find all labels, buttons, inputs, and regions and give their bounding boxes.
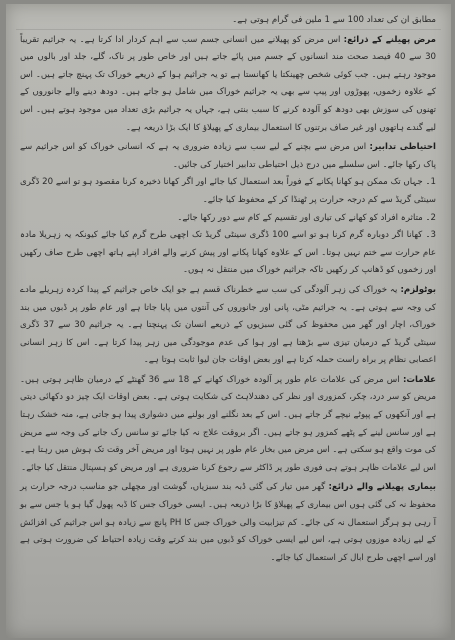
section-heading: بوٹولزم: bbox=[400, 284, 436, 295]
paragraph-transmission bbox=[20, 32, 436, 138]
section-heading: علامات: bbox=[402, 374, 436, 385]
section-heading: احتیاطی تدابیر: bbox=[369, 142, 436, 153]
paragraph-precautions bbox=[20, 139, 436, 174]
list-item-3 bbox=[20, 227, 436, 280]
list-item-text: 2۔ متاثرہ افراد کو کھانے کی تیاری اور تقسیم کے کام سے دور رکھا جائے۔ bbox=[177, 212, 436, 223]
section-heading: بیماری پھیلانے والے ذرائع: bbox=[328, 482, 436, 493]
list-item-2 bbox=[20, 210, 436, 228]
paragraph-text: اس مرض سے بچنے کے لیے سب سے زیادہ ضروری یہ ہے کہ انسانی خوراک کو اس جراثیم سے پاک رکھا جائے۔ اس سلسلے میں درج ذیل احتیاطی تدابیر اختیار کی جائیں۔ bbox=[20, 142, 436, 170]
paragraph-symptoms bbox=[20, 372, 436, 478]
list-item-text: 1۔ جہاں تک ممکن ہو کھانا پکانے کے فوراً بعد استعمال کیا جائے اور اگر کھانا ذخیرہ کرنا مقصود ہو تو اسے 20 ڈگری سینٹی گریڈ سے کم درجہ حرارت پر ٹھنڈا کر کے محفوظ کیا جائے۔ bbox=[20, 177, 436, 205]
paragraph-botulism bbox=[20, 282, 436, 370]
paragraph-sources bbox=[20, 479, 436, 567]
section-heading: مرض پھیلنے کے ذرائع: bbox=[343, 34, 436, 45]
paragraph-text: اس مرض کی علامات عام طور پر آلودہ خوراک کھانے کے 18 سے 36 گھنٹے کے درمیان ظاہر ہوتی ہیں۔ مریض کو سر درد، چکر، کمزوری اور نظر کی دھندلاہٹ کی شکایت ہوتی ہے۔ بعض اوقات ایک چیز دو دکھائی دیتی ہے اور آنکھوں کے پپوٹے نیچے گر جاتے ہیں۔ اس کے بعد نگلنے اور بولنے میں دشواری پیدا ہو جاتی ہے، منہ خشک رہتا ہے اور سانس لینے کے پٹھے کمزور ہو جاتے ہیں۔ اگر بروقت علاج نہ کیا جائے تو سانس رک جانے کی وجہ سے مریض کی موت واقع ہو سکتی ہے۔ اس مرض میں بخار عام طور پر نہیں ہوتا اور مریض آخر وقت تک ہوش میں رہتا ہے۔ اس لیے علامات ظاہر ہوتے ہی فوری طور پر ڈاکٹر سے رجوع کرنا ضروری ہے اور مریض کو ہسپتال منتقل کیا جائے۔ bbox=[20, 374, 436, 473]
paragraph-text: مطابق ان کی تعداد 100 سے 1 ملین فی گرام ہوتی ہے۔ bbox=[232, 15, 436, 25]
paragraph-text: گھر میں تیار کی گئی ڈبہ بند سبزیاں، گوشت اور مچھلی جو مناسب درجہ حرارت پر محفوظ نہ کی گئی ہوں اس بیماری کے پھیلاؤ کا بڑا ذریعہ ہیں۔ ایسی خوراک جس کا ڈبہ پھول گیا ہو یا جس سے بو آ رہی ہو ہرگز استعمال نہ کی جائے۔ کم تیزابیت والی خوراک جس کا PH پانچ سے زیادہ ہو اس جراثیم کی افزائش کے لیے زیادہ موزوں ہوتی ہے، اس لیے ایسی خوراک کو ڈبوں میں بند کرتے وقت زیادہ احتیاط کی ضرورت ہوتی ہے اور اسے اچھی طرح ابال کر استعمال کیا جائے۔ bbox=[20, 482, 436, 563]
list-item-text: 3۔ کھانا اگر دوبارہ گرم کرنا ہو تو اسے 100 ڈگری سینٹی گریڈ تک اچھی طرح گرم کیا جائے کیونکہ یہ زہریلا مادہ عام حرارت سے ختم نہیں ہوتا۔ اس کے علاوہ کھانا پکانے اور پیش کرنے والے افراد اپنے ہاتھ اچھی طرح صاف رکھیں اور زخموں کو ڈھانپ کر رکھیں تاکہ جراثیم خوراک میں منتقل نہ ہوں۔ bbox=[20, 230, 436, 276]
paragraph-text: یہ خوراک کی زہر آلودگی کی سب سے خطرناک قسم ہے جو ایک خاص جراثیم کے پیدا کردہ زہریلے مادے کی وجہ سے ہوتی ہے۔ یہ جراثیم مٹی، پانی اور جانوروں کی آنتوں میں پایا جاتا ہے اور عام طور پر ڈبوں میں بند خوراک، اچار اور گھر میں محفوظ کی گئی سبزیوں کے ذریعے انسان تک پہنچتا ہے۔ یہ جراثیم 30 سے 37 ڈگری سینٹی گریڈ کے درمیان تیزی سے بڑھتا ہے اور ہوا کی عدم موجودگی میں زہر پیدا کرتا ہے۔ اس کا زہر انسانی اعصابی نظام پر براہ راست حملہ کرتا ہے اور بعض اوقات جان لیوا ثابت ہوتا ہے۔ bbox=[20, 284, 436, 366]
document-body bbox=[20, 12, 436, 567]
scanned-page bbox=[6, 4, 451, 638]
paragraph-text: اس مرض کو پھیلانے میں انسانی جسم سب سے اہم کردار ادا کرتا ہے۔ یہ جراثیم تقریباً 30 سے 40 فیصد صحت مند انسانوں کے جسم میں پائے جاتے ہیں اور خاص طور پر ناک، گلے، جلد اور بالوں میں موجود رہتے ہیں۔ جب کوئی شخص چھینکتا یا کھانستا ہے تو یہ جراثیم ہوا کے ذریعے خوراک تک پہنچ جاتے ہیں۔ اس کے علاوہ زخموں، پھوڑوں اور پیپ سے بھی یہ جراثیم خوراک میں شامل ہو جاتے ہیں۔ دودھ دینے والے جانوروں کے تھنوں کی سوزش بھی دودھ کو آلودہ کرنے کا سبب بنتی ہے، جہاں یہ جراثیم بڑی تعداد میں موجود ہوتے ہیں۔ اس لیے گندے ہاتھوں اور غیر صاف برتنوں کا استعمال بیماری کے پھیلاؤ کا ایک بڑا ذریعہ ہے۔ bbox=[20, 34, 436, 133]
list-item-1 bbox=[20, 174, 436, 209]
paragraph-intro bbox=[20, 12, 436, 30]
